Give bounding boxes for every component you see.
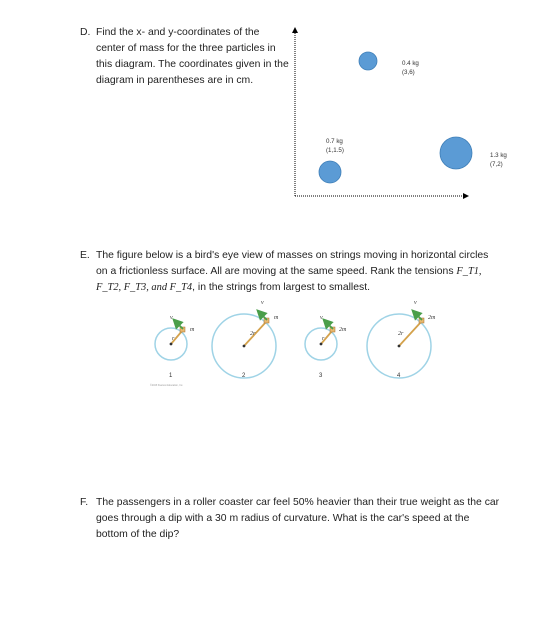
- figure-1-velocity-arrow: [176, 322, 183, 329]
- particle-2-mass: 0.7 kg: [326, 138, 343, 145]
- copyright-notice: ©2015 Pearson Education, Inc.: [150, 384, 184, 387]
- particle-1-mass: 0.4 kg: [402, 60, 419, 67]
- question-e-text-after: , in the strings from largest to smallest.: [192, 282, 370, 293]
- figure-1-mass-label: m: [190, 327, 195, 333]
- figure-3-mass-label: 2m: [339, 327, 347, 333]
- particle-3: [440, 137, 472, 169]
- figure-1-velocity-label: v: [170, 315, 173, 321]
- particle-2-coords: (1,1.5): [326, 147, 344, 154]
- figure-3: [305, 315, 347, 379]
- question-d-letter: D.: [80, 27, 91, 38]
- figure-3-number: 3: [319, 373, 323, 379]
- figure-4-mass-label: 2m: [428, 315, 436, 321]
- question-e-text-before: The figure below is a bird's eye view of masses on strings moving in horizontal circles on a frictionless surface. All are moving at the same speed. Rank the tensions: [96, 250, 489, 277]
- particle-1-coords: (3,6): [402, 69, 415, 76]
- center-of-mass-diagram: [295, 30, 507, 196]
- figure-2-mass-label: m: [274, 315, 279, 321]
- question-f-text: The passengers in a roller coaster car feel 50% heavier than their true weight as the car goes through a dip with a 30 m radius of curvature. What is the car's speed at the bottom of the dip?: [96, 497, 500, 540]
- figure-2-number: 2: [242, 373, 246, 379]
- particle-2: [319, 161, 341, 183]
- question-e-tensions: F_T1, F_T2, F_T3, and F_T4: [96, 266, 482, 293]
- figure-3-velocity-label: v: [320, 315, 323, 321]
- figure-3-velocity-arrow: [326, 322, 333, 329]
- particle-3-mass: 1.3 kg: [490, 152, 507, 159]
- question-e-letter: E.: [80, 250, 90, 261]
- figure-1-center: [170, 343, 173, 346]
- figure-1-radius-label: r: [172, 336, 175, 342]
- figure-4-radius-label: 2r: [398, 331, 404, 337]
- particle-3-coords: (7,2): [490, 161, 503, 168]
- figure-3-radius-label: r: [322, 336, 325, 342]
- question-d-text: Find the x- and y-coordinates of the center of mass for the three particles in this diagram. The coordinates given in the diagram in parentheses are in cm.: [96, 27, 289, 86]
- figure-1-number: 1: [169, 373, 173, 379]
- figure-4-number: 4: [397, 373, 401, 379]
- figure-4-center: [398, 345, 401, 348]
- circular-motion-figures: [150, 300, 436, 387]
- figure-2: [212, 300, 279, 379]
- figure-3-center: [320, 343, 323, 346]
- question-f-letter: F.: [80, 497, 89, 508]
- figure-2-velocity-label: v: [261, 300, 264, 306]
- figure-2-center: [243, 345, 246, 348]
- figure-4-velocity-label: v: [414, 300, 417, 306]
- figure-2-radius-label: 2r: [250, 331, 256, 337]
- figure-4: [367, 300, 436, 379]
- figure-1: [155, 315, 195, 379]
- particle-1: [359, 52, 377, 70]
